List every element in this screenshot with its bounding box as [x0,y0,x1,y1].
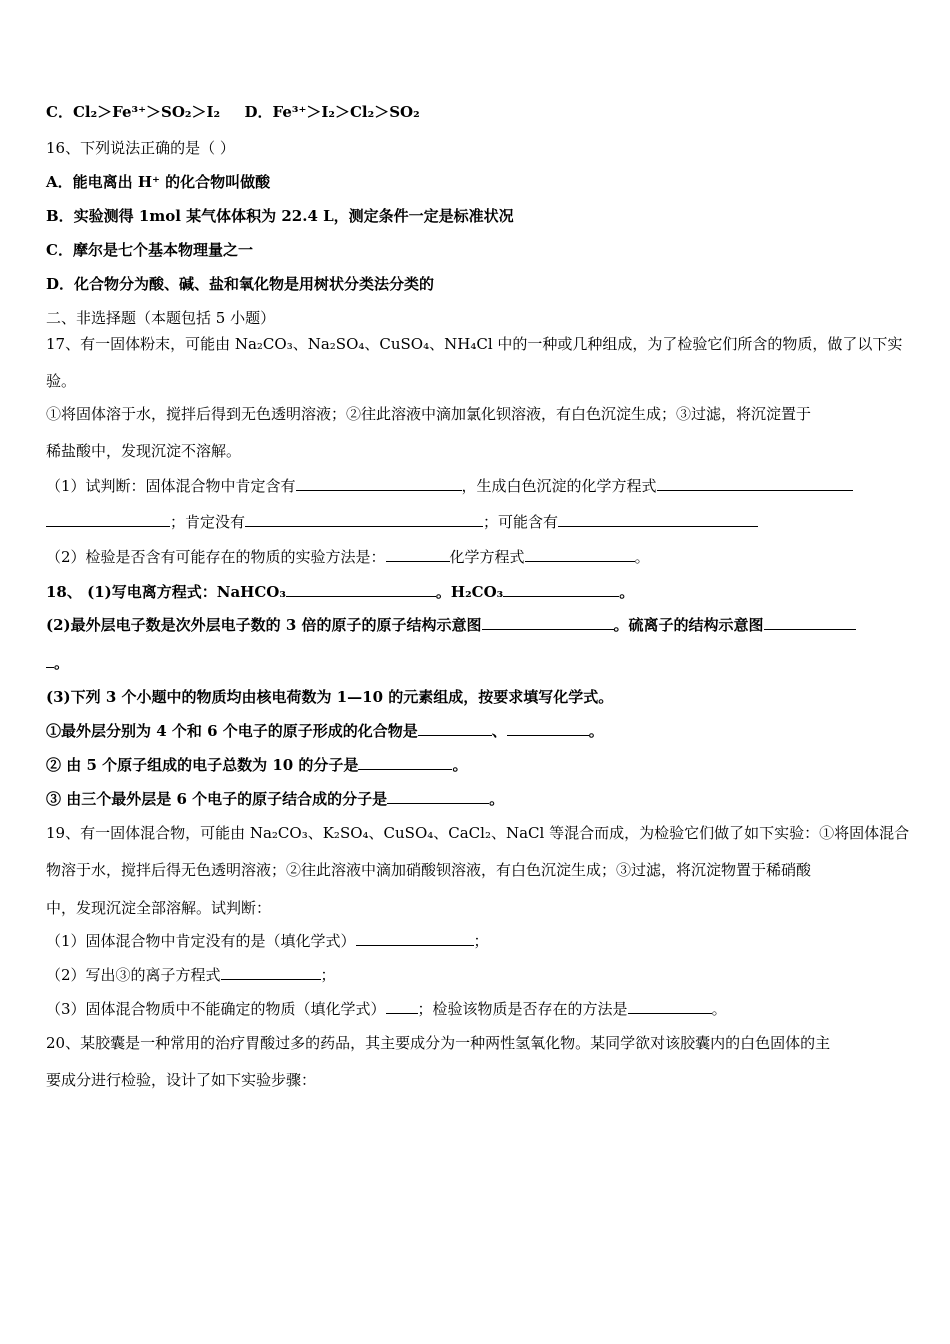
q15-options-line [46,102,420,122]
q17-line-2: 验。 [46,372,77,390]
q19-blank-method[interactable] [628,999,712,1014]
q19-p3-text-a: （3）固体混合物质中不能确定的物质（填化学式） [46,1000,386,1018]
q18-p1-text-b: 。H₂CO₃ [435,583,504,601]
q18-blank-h2co3[interactable] [503,582,619,597]
q18-blank-atom-diagram[interactable] [482,615,614,630]
q18-s1-text-b: 、 [491,722,507,740]
q18-blank-nahco3[interactable] [286,582,436,597]
q17-line-3: ①将固体溶于水，搅拌后得到无色透明溶液；②往此溶液中滴加氯化钡溶液，有白色沉淀生成；③过滤，将沉淀置于 [46,405,812,423]
q19-blank-absent[interactable] [356,931,474,946]
q19-p2-text-a: （2）写出③的离子方程式 [46,966,221,984]
q17-blank-equation[interactable] [657,476,853,491]
q17-blank-equation-cont[interactable] [46,512,170,527]
q18-p2-text-b: 。硫离子的结构示意图 [613,616,764,634]
q19-part3 [46,999,727,1019]
q18-blank-sulfide-diagram[interactable] [764,615,856,630]
q16-stem: 16、下列说法正确的是（ ） [46,139,235,157]
q17-p2-text-c: 。 [634,548,650,566]
q19-blank-uncertain[interactable] [386,999,418,1014]
q18-blank-compound-1[interactable] [418,721,492,736]
q18-p1-text-a: 18、 (1)写电离方程式：NaHCO₃ [46,583,286,601]
q18-part3: (3)下列 3 个小题中的物质均由核电荷数为 1—10 的元素组成，按要求填写化学式。 [46,688,614,706]
q19-p1-text-a: （1）固体混合物中肯定没有的是（填化学式） [46,932,356,950]
section-heading: 二、非选择题（本题包括 5 小题） [46,309,276,327]
q18-part2-line1 [46,615,856,635]
q17-p1-text-b: ，生成白色沉淀的化学方程式 [461,477,657,495]
q20-line-1: 20、某胶囊是一种常用的治疗胃酸过多的药品，其主要成分为一种两性氢氧化物。某同学欲对该胶囊内的白色固体的主 [46,1034,831,1052]
q17-p1-text-d: ；可能含有 [483,513,559,531]
q18-s2-text-a: ② 由 5 个原子组成的电子总数为 10 的分子是 [46,756,359,774]
q19-part2 [46,965,336,985]
q17-line-4: 稀盐酸中，发现沉淀不溶解。 [46,442,242,460]
q16-option-a: A．能电离出 H⁺ 的化合物叫做酸 [46,173,271,191]
q17-blank-possible[interactable] [558,512,758,527]
q17-blank-definite[interactable] [296,476,462,491]
q16-option-b: B．实验测得 1mol 某气体体积为 22.4 L，测定条件一定是标准状况 [46,207,514,225]
q18-sub3 [46,789,504,809]
q18-sub1 [46,721,604,741]
q18-s3-text-b: 。 [489,790,505,808]
q17-p1-text-c: ；肯定没有 [170,513,246,531]
q20-line-2: 要成分进行检验，设计了如下实验步骤： [46,1071,317,1089]
q16-option-c: C．摩尔是七个基本物理量之一 [46,241,253,259]
q19-p3-text-b: ；检验该物质是否存在的方法是 [417,1000,628,1018]
q18-blank-triatomic[interactable] [387,789,489,804]
q17-p2-text-a: （2）检验是否含有可能存在的物质的实验方法是： [46,548,386,566]
q17-p1-text-a: （1）试判断：固体混合物中肯定含有 [46,477,296,495]
q18-s1-text-c: 。 [588,722,604,740]
q15-option-c: C．Cl₂＞Fe³⁺＞SO₂＞I₂ [46,103,221,121]
q18-blank-compound-2[interactable] [507,721,589,736]
q18-sub2 [46,755,467,775]
q17-line-1: 17、有一固体粉末，可能由 Na₂CO₃、Na₂SO₄、CuSO₄、NH₄Cl 中的一种或几种组成，为了检验它们所含的物质，做了以下实 [46,335,903,353]
q18-p2-text-a: (2)最外层电子数是次外层电子数的 3 倍的原子的原子结构示意图 [46,616,482,634]
q17-part1-line1 [46,476,853,496]
q18-part2-line2 [46,653,69,673]
q17-part1-line2 [46,512,758,532]
q18-s1-text-a: ①最外层分别为 4 个和 6 个电子的原子形成的化合物是 [46,722,418,740]
q19-part1 [46,931,489,951]
q18-blank-sulfide-diagram-cont[interactable] [46,653,54,668]
q15-option-d: D．Fe³⁺＞I₂＞Cl₂＞SO₂ [244,103,420,121]
q19-p3-text-c: 。 [711,1000,727,1018]
q19-line-2: 物溶于水，搅拌后得无色透明溶液；②往此溶液中滴加硝酸钡溶液，有白色沉淀生成；③过滤，将沉淀物置于稀硝酸 [46,861,812,879]
q19-blank-ionic-equation[interactable] [221,965,321,980]
q19-p1-text-b: ； [473,932,489,950]
q17-p2-text-b: 化学方程式 [449,548,525,566]
q18-blank-molecule-10e[interactable] [358,755,452,770]
q18-part1 [46,582,634,602]
q19-line-1: 19、有一固体混合物，可能由 Na₂CO₃、K₂SO₄、CuSO₄、CaCl₂、NaCl 等混合而成，为检验它们做了如下实验：①将固体混合 [46,824,910,842]
q18-s3-text-a: ③ 由三个最外层是 6 个电子的原子结合成的分子是 [46,790,388,808]
q16-option-d: D．化合物分为酸、碱、盐和氧化物是用树状分类法分类的 [46,275,435,293]
q19-line-3: 中，发现沉淀全部溶解。试判断： [46,899,272,917]
q18-p1-text-c: 。 [619,583,635,601]
q17-blank-equation2[interactable] [525,547,635,562]
q17-blank-absent[interactable] [245,512,483,527]
q18-p2-text-c: 。 [54,654,70,672]
q19-p2-text-b: ； [320,966,336,984]
q17-part2 [46,547,650,567]
q17-blank-method[interactable] [386,547,450,562]
q18-s2-text-b: 。 [452,756,468,774]
